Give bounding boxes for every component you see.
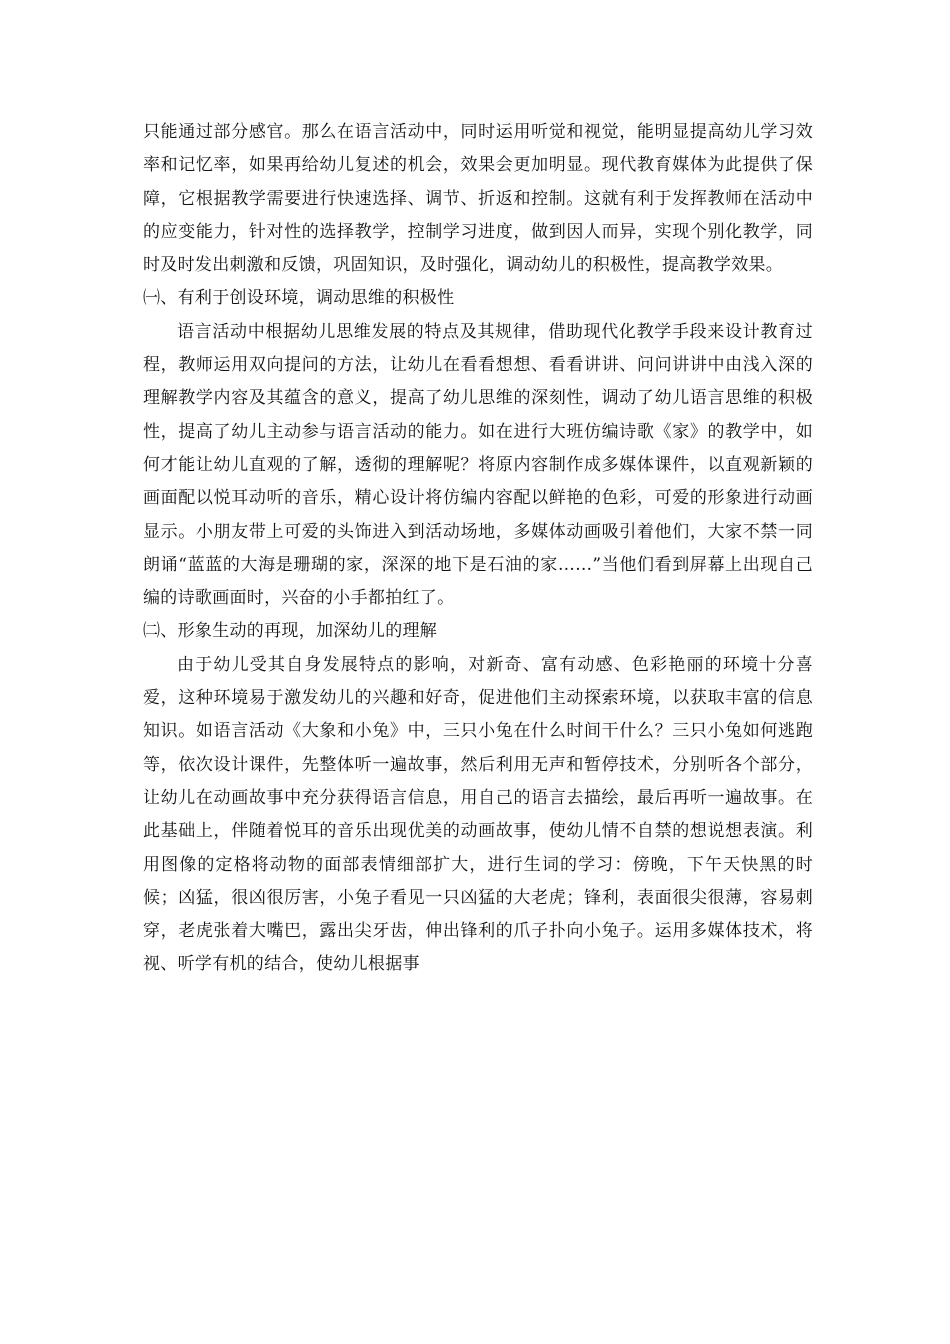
paragraph-continuation: 只能通过部分感官。那么在语言活动中，同时运用听觉和视觉，能明显提高幼儿学习效率和记忆率，如果再给幼儿复述的机会，效果会更加明显。现代教育媒体为此提供了保障，它根据教学需要进行快速选择、调节、折返和控制。这就有利于发挥教师在活动中的应变能力，针对性的选择教学，控制学习进度，做到因人而异，实现个别化教学，同时及时发出刺激和反馈，巩固知识，及时强化，调动幼儿的积极性，提高教学效果。 [143, 122, 813, 276]
body-text [143, 116, 813, 982]
section-heading-1: ㈠、有利于创设环境，调动思维的积极性 [143, 288, 455, 309]
paragraph-section-1: 语言活动中根据幼儿思维发展的特点及其规律，借助现代化教学手段来设计教育过程，教师运用双向提问的方法，让幼儿在看看想想、看看讲讲、问问讲讲中由浅入深的理解教学内容及其蕴含的意义，提高了幼儿思维的深刻性，调动了幼儿语言思维的积极性，提高了幼儿主动参与语言活动的能力。如在进行大班仿编诗歌《家》的教学中，如何才能让幼儿直观的了解，透彻的理解呢？将原内容制作成多媒体课件，以直观新颖的画面配以悦耳动听的音乐，精心设计将仿编内容配以鲜艳的色彩，可爱的形象进行动画显示。小朋友带上可爱的头饰进入到活动场地，多媒体动画吸引着他们，大家不禁一同朗诵“蓝蓝的大海是珊瑚的家，深深的地下是石油的家……”当他们看到屏幕上出现自己编的诗歌画面时，兴奋的小手都拍红了。 [143, 321, 813, 609]
paragraph-section-2: 由于幼儿受其自身发展特点的影响，对新奇、富有动感、色彩艳丽的环境十分喜爱，这种环境易于激发幼儿的兴趣和好奇，促进他们主动探索环境，以获取丰富的信息知识。如语言活动《大象和小兔》中，三只小兔在什么时间干什么？三只小兔如何逃跑等，依次设计课件，先整体听一遍故事，然后利用无声和暂停技术，分别听各个部分，让幼儿在动画故事中充分获得语言信息，用自己的语言去描绘，最后再听一遍故事。在此基础上，伴随着悦耳的音乐出现优美的动画故事，使幼儿情不自禁的想说想表演。利用图像的定格将动物的面部表情细部扩大，进行生词的学习：傍晚，下午天快黑的时候；凶猛，很凶很厉害，小兔子看见一只凶猛的大老虎；锋利，表面很尖很薄，容易刺穿，老虎张着大嘴巴，露出尖牙齿，伸出锋利的爪子扑向小兔子。运用多媒体技术，将视、听学有机的结合，使幼儿根据事 [143, 654, 813, 975]
section-heading-2: ㈡、形象生动的再现，加深幼儿的理解 [143, 621, 438, 642]
